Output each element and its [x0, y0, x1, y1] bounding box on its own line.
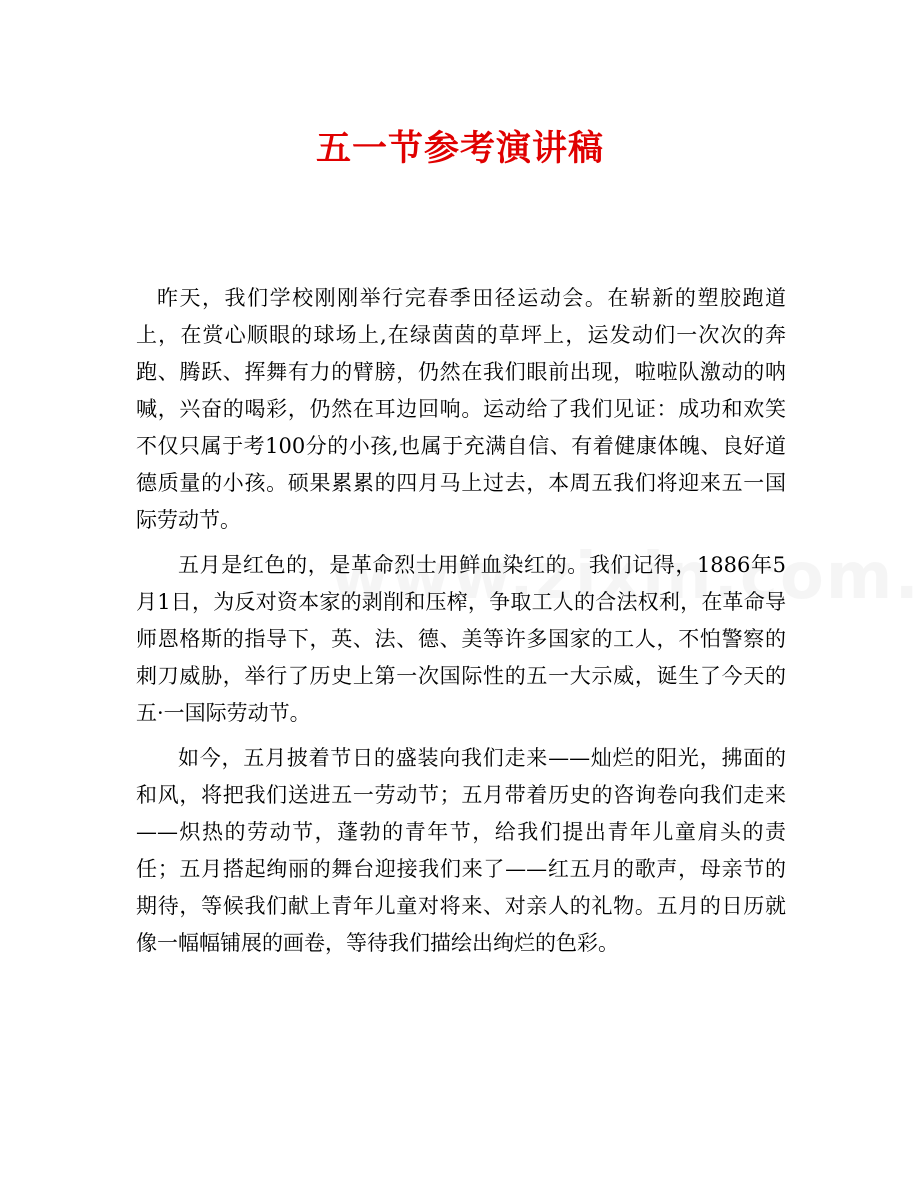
document-title: 五一节参考演讲稿 [315, 129, 604, 169]
paragraph-2: 五月是红色的，是革命烈士用鲜血染红的。我们记得，1886年5月1日，为反对资本家的剥削和压榨，争取工人的合法权利，在革命导师恩格斯的指导下，英、法、德、美等许多国家的工人，不怕警察的刺刀威胁，举行了历史上第一次国际性的五一大示威，诞生了今天的五·一国际劳动节。 [136, 553, 786, 725]
document-body [136, 280, 786, 970]
paragraph-3: 如今，五月披着节日的盛装向我们走来——灿烂的阳光，拂面的和风，将把我们送进五一劳动节；五月带着历史的咨询卷向我们走来——炽热的劳动节，蓬勃的青年节，给我们提出青年儿童肩头的责任；五月搭起绚丽的舞台迎接我们来了——红五月的歌声，母亲节的期待，等候我们献上青年儿童对将来、对亲人的礼物。五月的日历就像一幅幅铺展的画卷，等待我们描绘出绚烂的色彩。 [136, 746, 786, 955]
paragraph-1: 昨天，我们学校刚刚举行完春季田径运动会。在崭新的塑胶跑道上，在赏心顺眼的球场上,在绿茵茵的草坪上，运发动们一次次的奔跑、腾跃、挥舞有力的臂膀，仍然在我们眼前出现，啦啦队激动的呐喊，兴奋的喝彩，仍然在耳边回响。运动给了我们见证：成功和欢笑不仅只属于考100分的小孩,也属于充满自信、有着健康体魄、良好道德质量的小孩。硕果累累的四月马上过去，本周五我们将迎来五一国际劳动节。 [136, 286, 786, 532]
